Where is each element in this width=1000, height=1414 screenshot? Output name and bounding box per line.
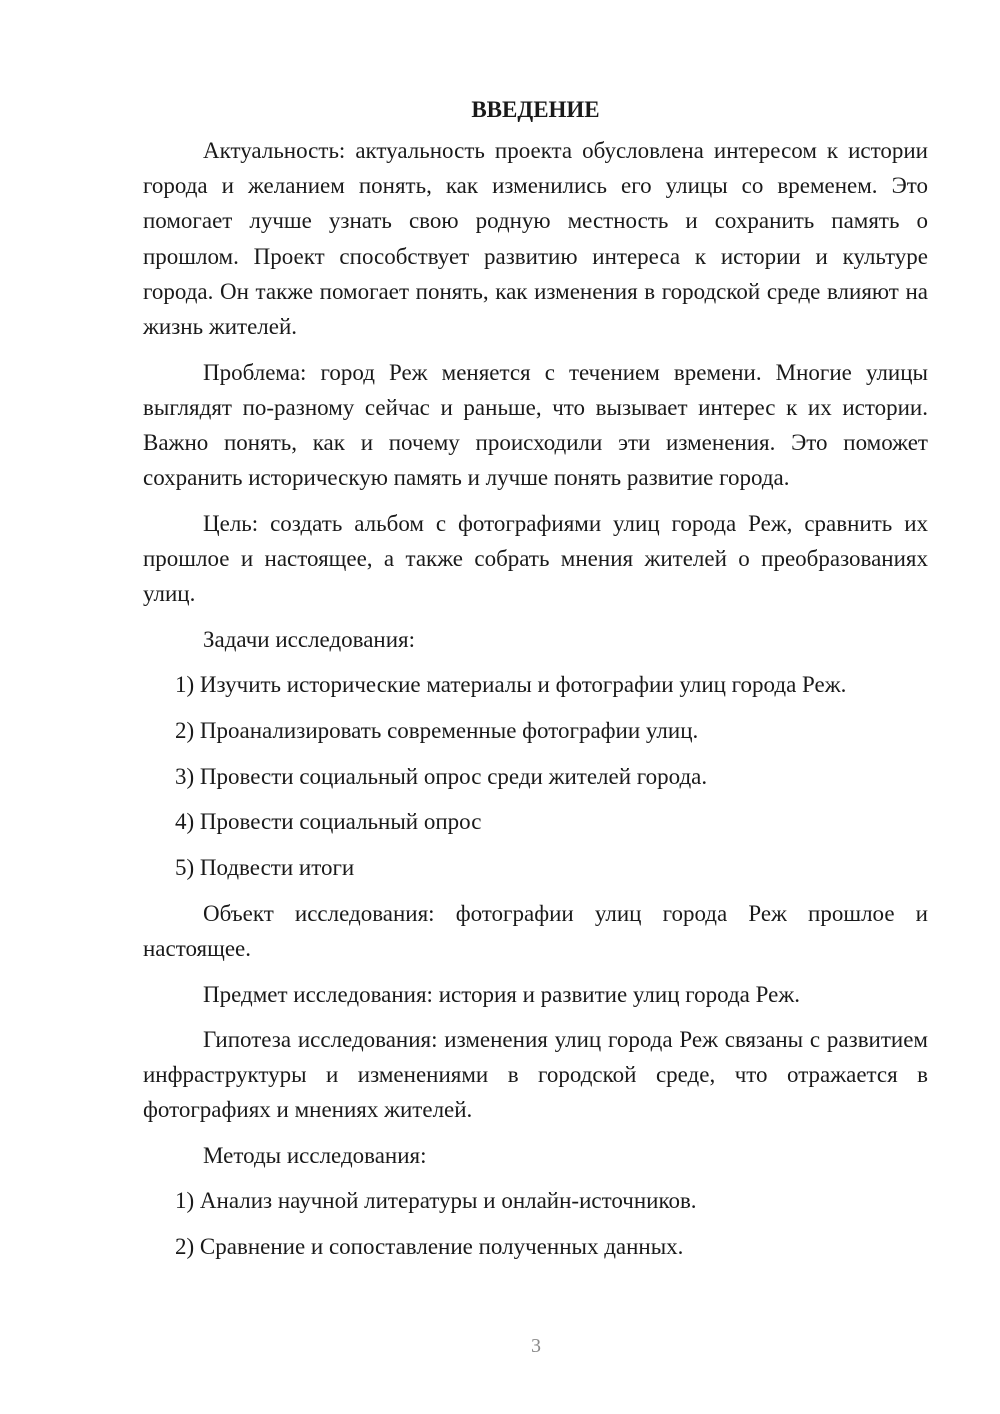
hypothesis-paragraph: Гипотеза исследования: изменения улиц города Реж связаны с развитием инфраструктуры и изменениями в городской среде, что отражается в фотографиях и мнениях жителей. (143, 1026, 928, 1123)
list-item: 3) Провести социальный опрос среди жителей города. (175, 763, 708, 789)
page-content (143, 92, 928, 1275)
list-item: 1) Анализ научной литературы и онлайн-источников. (175, 1188, 697, 1214)
tasks-heading: Задачи исследования: (203, 627, 416, 653)
object-paragraph: Объект исследования: фотографии улиц города Реж прошлое и настоящее. (143, 900, 928, 962)
list-item: 1) Изучить исторические материалы и фотографии улиц города Реж. (175, 672, 847, 698)
list-item: 2) Сравнение и сопоставление полученных данных. (175, 1233, 684, 1259)
goal-paragraph: Цель: создать альбом с фотографиями улиц города Реж, сравнить их прошлое и настоящее, а также собрать мнения жителей о преобразованиях улиц. (143, 511, 928, 607)
page-number: 3 (531, 1335, 541, 1357)
subject-paragraph: Предмет исследования: история и развитие улиц города Реж. (203, 981, 800, 1007)
methods-heading: Методы исследования: (203, 1143, 427, 1169)
page-title: ВВЕДЕНИЕ (471, 97, 600, 122)
relevance-paragraph: Актуальность: актуальность проекта обусловлена интересом к истории города и желанием понять, как изменились его улицы со временем. Это помогает лучше узнать свою родную местность и сохранить память о прошлом. Проект способствует развитию интереса к истории и культуре города. Он также помогает понять, как изменения в городской среде влияют на жизнь жителей. (143, 138, 928, 340)
list-item: 5) Подвести итоги (175, 855, 355, 881)
list-item: 2) Проанализировать современные фотографии улиц. (175, 718, 699, 744)
problem-paragraph: Проблема: город Реж меняется с течением времени. Многие улицы выглядят по-разному сейчас и раньше, что вызывает интерес к их истории. Важно понять, как и почему происходили эти изменения. Это поможет сохранить историческую память и лучше понять развитие города. (143, 359, 928, 491)
list-item: 4) Провести социальный опрос (175, 809, 482, 835)
